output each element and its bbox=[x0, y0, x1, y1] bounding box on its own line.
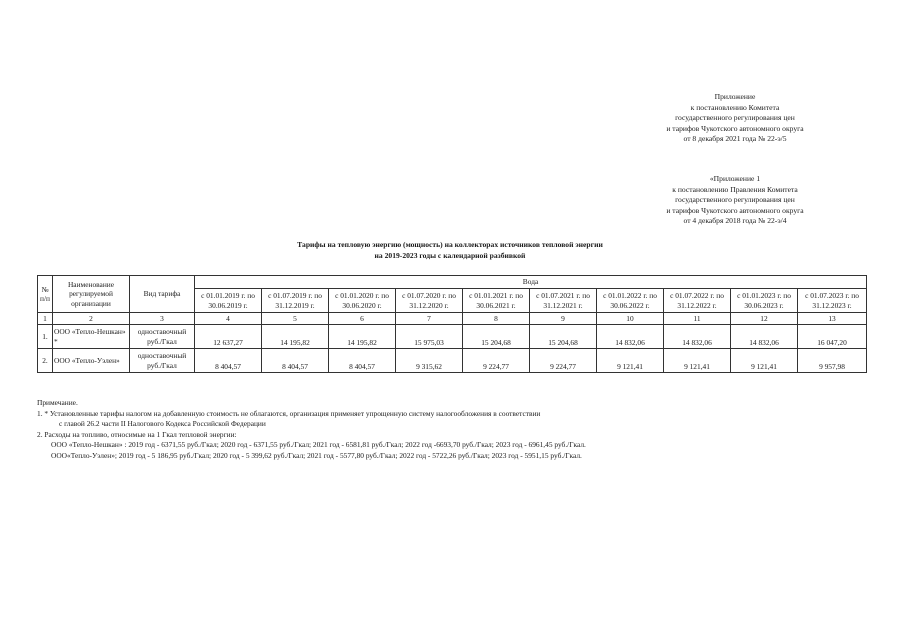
row-no: 1. bbox=[38, 325, 53, 349]
tariff-value: 9 121,41 bbox=[731, 349, 798, 373]
header-period: с 01.07.2020 г. по 31.12.2020 г. bbox=[396, 289, 463, 313]
tariff-value: 14 832,06 bbox=[664, 325, 731, 349]
title-line-2: на 2019-2023 годы с календарной разбивкой bbox=[374, 250, 526, 260]
header-no: № п/п bbox=[38, 276, 53, 313]
header-period: с 01.01.2023 г. по 30.06.2023 г. bbox=[731, 289, 798, 313]
note-2-line-2: ООО «Тепло-Нешкан» : 2019 год - 6371,55 руб./Гкал; 2020 год - 6371,55 руб./Гкал; 2021 год - 6581,81 руб./Гкал; 2022 год -6693,70 руб./Гкал; 2023 год - 6961,45 руб./Гкал. bbox=[51, 440, 586, 450]
header-period: с 01.07.2022 г. по 31.12.2022 г. bbox=[664, 289, 731, 313]
document-title bbox=[100, 240, 800, 261]
notes-section bbox=[37, 398, 877, 462]
table-row bbox=[38, 325, 867, 349]
index-cell: 3 bbox=[130, 313, 195, 325]
header-org-name: Наименование регулируемой организации bbox=[53, 276, 130, 313]
tariff-value: 14 195,82 bbox=[329, 325, 396, 349]
index-cell: 6 bbox=[329, 313, 396, 325]
appendix-line: к постановлению Правления Комитета bbox=[672, 184, 798, 194]
tariff-value: 8 404,57 bbox=[262, 349, 329, 373]
note-2-line-3: ООО«Тепло-Уэлен»; 2019 год - 5 186,95 руб./Гкал; 2020 год - 5 399,62 руб./Гкал; 2021 год - 5577,80 руб./Гкал; 2022 год - 5722,26 руб./Гкал; 2023 год - 5951,15 руб./Гкал. bbox=[51, 450, 582, 460]
table-row bbox=[38, 349, 867, 373]
tariff-value: 14 832,06 bbox=[597, 325, 664, 349]
header-group-water: Вода bbox=[195, 276, 867, 289]
tariff-value: 9 121,41 bbox=[597, 349, 664, 373]
note-2-line-1: 2. Расходы на топливо, относимые на 1 Гкал тепловой энергии: bbox=[37, 429, 237, 439]
row-org: ООО «Тепло-Уэлен» bbox=[53, 349, 130, 373]
tariff-value: 15 204,68 bbox=[530, 325, 597, 349]
index-cell: 2 bbox=[53, 313, 130, 325]
appendix-line: от 4 декабря 2018 года № 22-э/4 bbox=[683, 216, 787, 226]
tariff-value: 16 047,20 bbox=[798, 325, 867, 349]
appendix-line: «Приложение 1 bbox=[709, 174, 761, 183]
index-row bbox=[38, 313, 867, 325]
tariff-value: 8 404,57 bbox=[195, 349, 262, 373]
index-cell: 13 bbox=[798, 313, 867, 325]
tariff-value: 9 224,77 bbox=[463, 349, 530, 373]
tariff-value: 9 224,77 bbox=[530, 349, 597, 373]
appendix-line: государственного регулирования цен bbox=[675, 195, 795, 205]
header-period: с 01.07.2021 г. по 31.12.2021 г. bbox=[530, 289, 597, 313]
tariff-value: 9 957,98 bbox=[798, 349, 867, 373]
index-cell: 5 bbox=[262, 313, 329, 325]
index-cell: 11 bbox=[664, 313, 731, 325]
index-cell: 10 bbox=[597, 313, 664, 325]
tariff-value: 9 315,62 bbox=[396, 349, 463, 373]
row-no: 2. bbox=[38, 349, 53, 373]
header-period: с 01.01.2019 г. по 30.06.2019 г. bbox=[195, 289, 262, 313]
tariff-value: 14 195,82 bbox=[262, 325, 329, 349]
appendix-header-current bbox=[640, 92, 830, 145]
tariff-value: 15 204,68 bbox=[463, 325, 530, 349]
index-cell: 7 bbox=[396, 313, 463, 325]
tariff-table bbox=[37, 275, 867, 373]
note-1-line-2: с главой 26.2 части II Налогового Кодекса Российской Федерации bbox=[59, 419, 266, 429]
index-cell: 8 bbox=[463, 313, 530, 325]
header-period: с 01.01.2021 г. по 30.06.2021 г. bbox=[463, 289, 530, 313]
note-1-line-1: 1. * Установленные тарифы налогом на добавленную стоимость не облагаются, организация применяет упрощенную систему налогообложения в соответствии bbox=[37, 408, 541, 418]
row-org: ООО «Тепло-Нешкан» * bbox=[53, 325, 130, 349]
row-tariff-type: одноставочный руб./Гкал bbox=[130, 349, 195, 373]
appendix-line: от 8 декабря 2021 года № 22-э/5 bbox=[683, 134, 787, 144]
appendix-line: Приложение bbox=[714, 92, 756, 101]
header-period: с 01.01.2022 г. по 30.06.2022 г. bbox=[597, 289, 664, 313]
header-period: с 01.01.2020 г. по 30.06.2020 г. bbox=[329, 289, 396, 313]
appendix-line: к постановлению Комитета bbox=[690, 102, 780, 112]
header-tariff-type: Вид тарифа bbox=[130, 276, 195, 313]
notes-heading: Примечание. bbox=[37, 398, 78, 407]
index-cell: 4 bbox=[195, 313, 262, 325]
index-cell: 12 bbox=[731, 313, 798, 325]
tariff-value: 12 637,27 bbox=[195, 325, 262, 349]
tariff-value: 14 832,06 bbox=[731, 325, 798, 349]
index-cell: 1 bbox=[38, 313, 53, 325]
tariff-value: 9 121,41 bbox=[664, 349, 731, 373]
index-cell: 9 bbox=[530, 313, 597, 325]
header-period: с 01.07.2023 г. по 31.12.2023 г. bbox=[798, 289, 867, 313]
tariff-value: 8 404,57 bbox=[329, 349, 396, 373]
header-period: с 01.07.2019 г. по 31.12.2019 г. bbox=[262, 289, 329, 313]
appendix-line: и тарифов Чукотского автономного округа bbox=[666, 123, 804, 133]
title-line-1: Тарифы на тепловую энергию (мощность) на коллекторах источников тепловой энергии bbox=[297, 240, 603, 249]
row-tariff-type: одноставочный руб./Гкал bbox=[130, 325, 195, 349]
tariff-value: 15 975,03 bbox=[396, 325, 463, 349]
appendix-header-original bbox=[640, 174, 830, 227]
appendix-line: и тарифов Чукотского автономного округа bbox=[666, 205, 804, 215]
appendix-line: государственного регулирования цен bbox=[675, 113, 795, 123]
